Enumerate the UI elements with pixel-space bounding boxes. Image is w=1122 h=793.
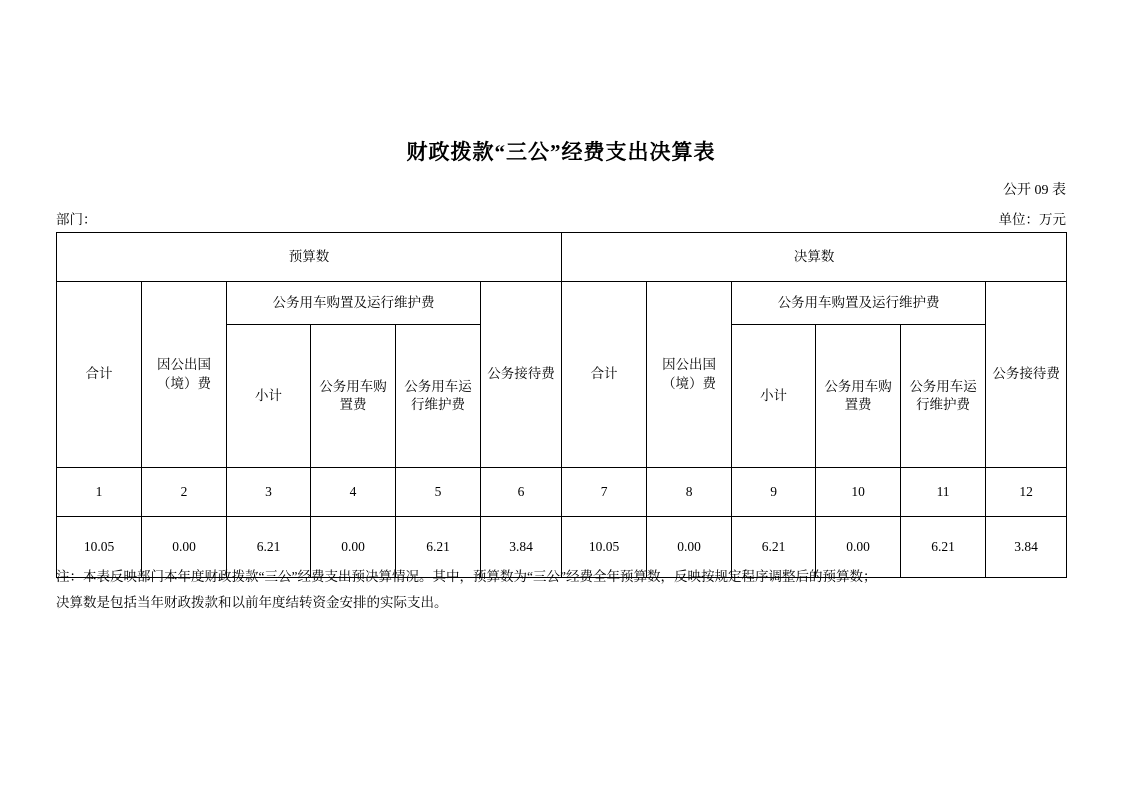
value-cell: 0.00 — [311, 517, 396, 578]
table-note — [56, 564, 1066, 615]
col-header-final-abroad: 因公出国（境）费 — [647, 282, 732, 468]
table-row-group-header — [57, 233, 1067, 282]
col-header-budget-reception: 公务接待费 — [481, 282, 562, 468]
vehicle-group-header-final: 公务用车购置及运行维护费 — [732, 282, 986, 325]
col-header-final-reception: 公务接待费 — [986, 282, 1067, 468]
column-number: 5 — [396, 468, 481, 517]
value-cell: 6.21 — [396, 517, 481, 578]
value-cell: 3.84 — [481, 517, 562, 578]
note-line-1: 注：本表反映部门本年度财政拨款“三公”经费支出预决算情况。其中，预算数为“三公”经费全年预算数，反映按规定程序调整后的预算数； — [56, 569, 877, 584]
table-row-vehicle-header — [57, 282, 1067, 325]
three-public-expenses-table — [56, 232, 1067, 578]
meta-row — [56, 208, 1066, 228]
note-line-2: 决算数是包括当年财政拨款和以前年度结转资金安排的实际支出。 — [56, 594, 448, 610]
col-header-final-maintenance: 公务用车运行维护费 — [901, 325, 986, 468]
col-header-budget-purchase: 公务用车购置费 — [311, 325, 396, 468]
column-number: 4 — [311, 468, 396, 517]
col-header-budget-abroad: 因公出国（境）费 — [142, 282, 227, 468]
column-number: 10 — [816, 468, 901, 517]
column-number: 11 — [901, 468, 986, 517]
column-number: 7 — [562, 468, 647, 517]
form-code: 公开 09 表 — [1003, 183, 1066, 198]
value-cell: 6.21 — [901, 517, 986, 578]
value-cell: 10.05 — [562, 517, 647, 578]
department-label: 部门： — [56, 212, 97, 227]
unit-label: 单位：万元 — [998, 212, 1066, 227]
value-cell: 0.00 — [142, 517, 227, 578]
page-title: 财政拨款“三公”经费支出决算表 — [406, 140, 716, 164]
group-header-final: 决算数 — [562, 233, 1067, 282]
col-header-budget-maintenance: 公务用车运行维护费 — [396, 325, 481, 468]
column-number: 6 — [481, 468, 562, 517]
col-header-budget-subtotal: 小计 — [227, 325, 311, 468]
column-number: 9 — [732, 468, 816, 517]
vehicle-group-header-budget: 公务用车购置及运行维护费 — [227, 282, 481, 325]
column-number: 8 — [647, 468, 732, 517]
table-row-column-numbers — [57, 468, 1067, 517]
value-cell: 3.84 — [986, 517, 1067, 578]
column-number: 1 — [57, 468, 142, 517]
col-header-final-purchase: 公务用车购置费 — [816, 325, 901, 468]
col-header-final-subtotal: 小计 — [732, 325, 816, 468]
column-number: 3 — [227, 468, 311, 517]
value-cell: 0.00 — [647, 517, 732, 578]
column-number: 2 — [142, 468, 227, 517]
value-cell: 0.00 — [816, 517, 901, 578]
col-header-budget-total: 合计 — [57, 282, 142, 468]
group-header-budget: 预算数 — [57, 233, 562, 282]
column-number: 12 — [986, 468, 1067, 517]
value-cell: 6.21 — [227, 517, 311, 578]
value-cell: 10.05 — [57, 517, 142, 578]
col-header-final-total: 合计 — [562, 282, 647, 468]
value-cell: 6.21 — [732, 517, 816, 578]
